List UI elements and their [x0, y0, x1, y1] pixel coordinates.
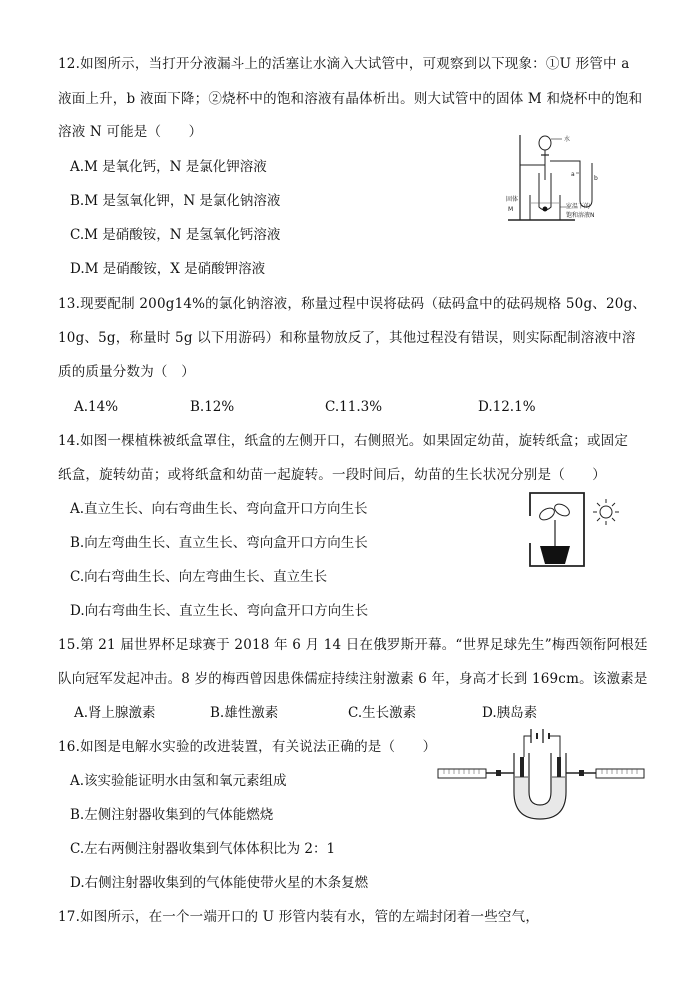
q12-apparatus-figure [500, 125, 610, 230]
q12-option-a: A.M 是氧化钙，N 是氯化钾溶液 [70, 159, 267, 175]
q12-fig-label-beaker-2: 饱和溶液N [566, 212, 595, 219]
q16-option-d: D.右侧注射器收集到的气体能使带火星的木条复燃 [70, 875, 369, 891]
q12-fig-label-beaker-1: 室温下的 [566, 203, 591, 210]
q12-fig-label-solid: 固体 [506, 196, 519, 203]
q15-option-c: C.生长激素 [348, 705, 417, 721]
q13-line-3: 质的质量分数为（ ） [58, 364, 195, 380]
q12-fig-label-b: b [594, 175, 598, 182]
q15-line-2: 队向冠军发起冲击。8 岁的梅西曾因患侏儒症持续注射激素 6 年，身高才长到 169cm。该激素是 [58, 671, 648, 687]
q12-option-b: B.M 是氢氧化钾，N 是氯化钠溶液 [70, 193, 281, 209]
q14-option-a: A.直立生长、向右弯曲生长、弯向盒开口方向生长 [70, 501, 368, 517]
q13-option-d: D.12.1% [478, 399, 536, 415]
q14-option-c: C.向右弯曲生长、向左弯曲生长、直立生长 [70, 569, 328, 585]
q12-line-1: 12.如图所示，当打开分液漏斗上的活塞让水滴入大试管中，可观察到以下现象：①U 形管中 a [58, 56, 630, 72]
q13-option-c: C.11.3% [325, 399, 383, 415]
q15-option-d: D.胰岛素 [482, 705, 538, 721]
q14-line-1: 14.如图一棵植株被纸盒罩住，纸盒的左侧开口，右侧照光。如果固定幼苗，旋转纸盒；或固定 [58, 433, 629, 449]
q15-option-b: B.雄性激素 [210, 705, 279, 721]
q12-line-2: 液面上升，b 液面下降；②烧杯中的饱和溶液有晶体析出。则大试管中的固体 M 和烧杯中的饱和 [58, 91, 643, 107]
q12-fig-label-a: a [571, 171, 575, 178]
q14-seedling-box-figure [522, 488, 627, 570]
q12-line-3: 溶液 N 可能是（ ） [58, 124, 203, 140]
q13-line-1: 13.现要配制 200g14%的氯化钠溶液，称量过程中误将砝码（砝码盒中的砝码规格 50g、20g、 [58, 296, 647, 312]
q12-fig-label-water: 水 [564, 136, 571, 143]
q16-line-1: 16.如图是电解水实验的改进装置，有关说法正确的是（ ） [58, 739, 437, 755]
q14-option-d: D.向右弯曲生长、直立生长、弯向盒开口方向生长 [70, 603, 369, 619]
q12-fig-label-m: M [508, 206, 514, 213]
q15-option-a: A.肾上腺激素 [74, 705, 156, 721]
q13-line-2: 10g、5g，称量时 5g 以下用游码）和称量物放反了，其他过程没有错误，则实际配制溶液中溶 [58, 330, 636, 346]
q16-option-b: B.左侧注射器收集到的气体能燃烧 [70, 807, 274, 823]
q15-line-1: 15.第 21 届世界杯足球赛于 2018 年 6 月 14 日在俄罗斯开幕。“世界足球先生”梅西领衔阿根廷 [58, 637, 648, 653]
q12-option-d: D.M 是硝酸铵，X 是硝酸钾溶液 [70, 261, 266, 277]
q17-line-1: 17.如图所示，在一个一端开口的 U 形管内装有水，管的左端封闭着一些空气， [58, 909, 540, 925]
q16-electrolysis-figure [436, 727, 656, 822]
q14-line-2: 纸盒，旋转幼苗；或将纸盒和幼苗一起旋转。一段时间后，幼苗的生长状况分别是（ ） [58, 467, 606, 483]
q13-option-a: A.14% [74, 399, 119, 415]
q12-option-c: C.M 是硝酸铵，N 是氢氧化钙溶液 [70, 227, 281, 243]
q14-option-b: B.向左弯曲生长、直立生长、弯向盒开口方向生长 [70, 535, 368, 551]
q16-option-c: C.左右两侧注射器收集到气体体积比为 2：1 [70, 841, 336, 857]
q16-option-a: A.该实验能证明水由氢和氧元素组成 [70, 773, 287, 789]
q13-option-b: B.12% [190, 399, 235, 415]
